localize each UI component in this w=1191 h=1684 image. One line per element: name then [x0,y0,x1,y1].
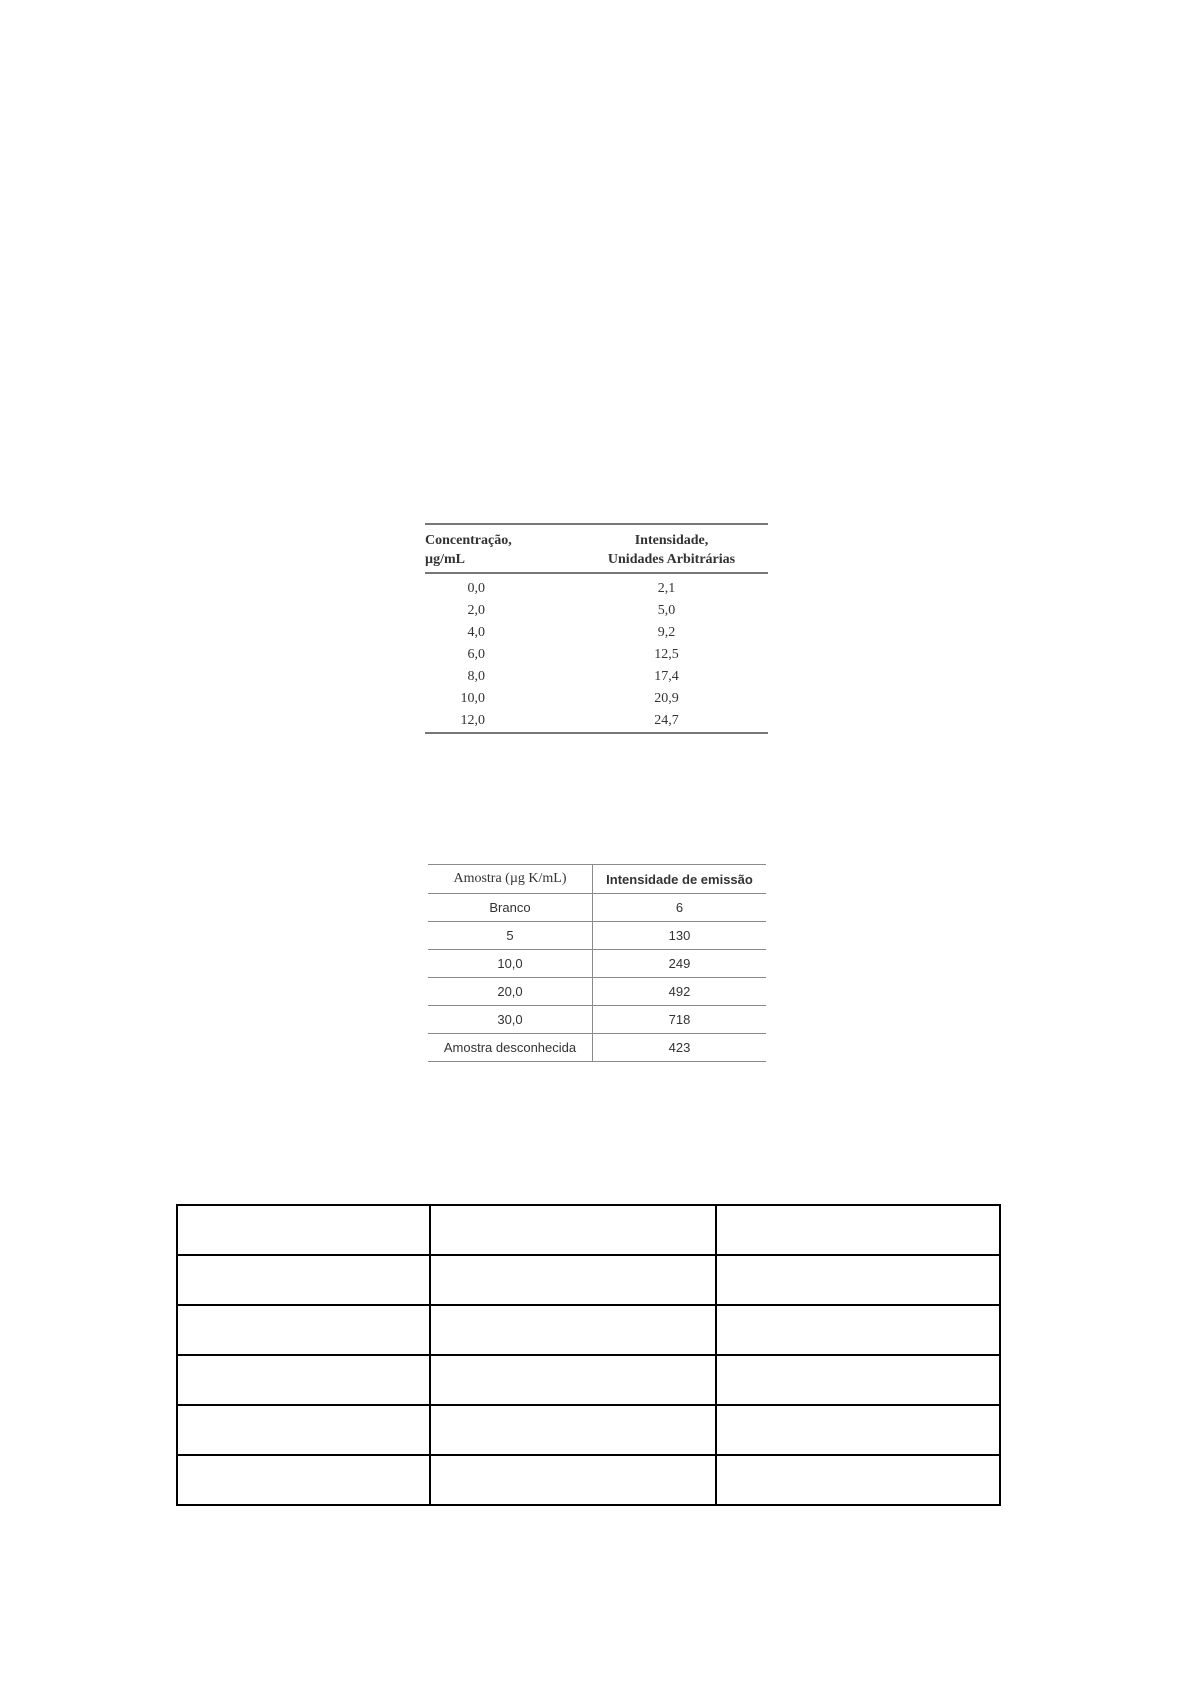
table-row [177,1455,1000,1505]
table-cell [177,1205,430,1255]
concentration-cell: 4,0 [467,625,485,640]
table-row [425,710,768,733]
table-row [428,978,766,1006]
table-row [428,1034,766,1062]
sample-cell: Branco [428,894,593,922]
table-cell [430,1305,717,1355]
concentration-cell: 0,0 [467,581,485,596]
sample-cell: Amostra desconhecida [428,1034,593,1062]
emission-cell: 423 [593,1034,767,1062]
emission-cell: 6 [593,894,767,922]
emission-cell: 492 [593,978,767,1006]
table-row [428,922,766,950]
table-cell [177,1305,430,1355]
sample-cell: 30,0 [428,1006,593,1034]
intensity-header [575,524,768,573]
table-cell [430,1205,717,1255]
table-row [425,688,768,710]
intensity-cell: 5,0 [657,603,676,618]
concentration-header-line2: µg/mL [425,552,465,567]
concentration-cell: 12,0 [460,713,485,728]
intensity-cell: 12,5 [654,647,679,662]
intensity-header-line1: Intensidade, [634,533,709,548]
emission-cell: 249 [593,950,767,978]
intensity-cell: 2,1 [657,581,676,596]
table-row [425,573,768,600]
table-cell [430,1455,717,1505]
table-cell [716,1255,1000,1305]
concentration-cell: 8,0 [467,669,485,684]
table-cell [177,1455,430,1505]
intensity-header-line2: Unidades Arbitrárias [607,552,736,567]
table-row [425,666,768,688]
empty-answer-table [176,1204,1001,1506]
emission-intensity-table [428,864,766,1062]
intensity-cell: 24,7 [654,713,679,728]
table-cell [716,1455,1000,1505]
table-row [425,622,768,644]
concentration-header-line1: Concentração, [425,533,512,548]
table-row [177,1305,1000,1355]
table-cell [177,1255,430,1305]
table-cell [177,1405,430,1455]
table-cell [430,1405,717,1455]
table-cell [430,1355,717,1405]
table-row [428,950,766,978]
table-row [177,1405,1000,1455]
table-cell [430,1255,717,1305]
table-cell [716,1355,1000,1405]
table-header-row [428,865,766,894]
intensity-cell: 17,4 [654,669,679,684]
concentration-cell: 2,0 [467,603,485,618]
sample-cell: 10,0 [428,950,593,978]
table-cell [177,1355,430,1405]
table-row [428,1006,766,1034]
intensity-cell: 9,2 [657,625,676,640]
sample-cell: 5 [428,922,593,950]
table-row [177,1205,1000,1255]
table-row [177,1355,1000,1405]
sample-header: Amostra (µg K/mL) [428,865,593,894]
intensity-cell: 20,9 [654,691,679,706]
table-row [177,1255,1000,1305]
table-row [428,894,766,922]
table-row [425,600,768,622]
concentration-header [425,524,575,573]
table-cell [716,1205,1000,1255]
concentration-cell: 6,0 [467,647,485,662]
table-row [425,644,768,666]
table-cell [716,1305,1000,1355]
emission-cell: 130 [593,922,767,950]
concentration-cell: 10,0 [460,691,485,706]
concentration-intensity-table [425,523,768,734]
emission-cell: 718 [593,1006,767,1034]
table-cell [716,1405,1000,1455]
table-header-row [425,524,768,573]
emission-header: Intensidade de emissão [593,865,767,894]
sample-cell: 20,0 [428,978,593,1006]
